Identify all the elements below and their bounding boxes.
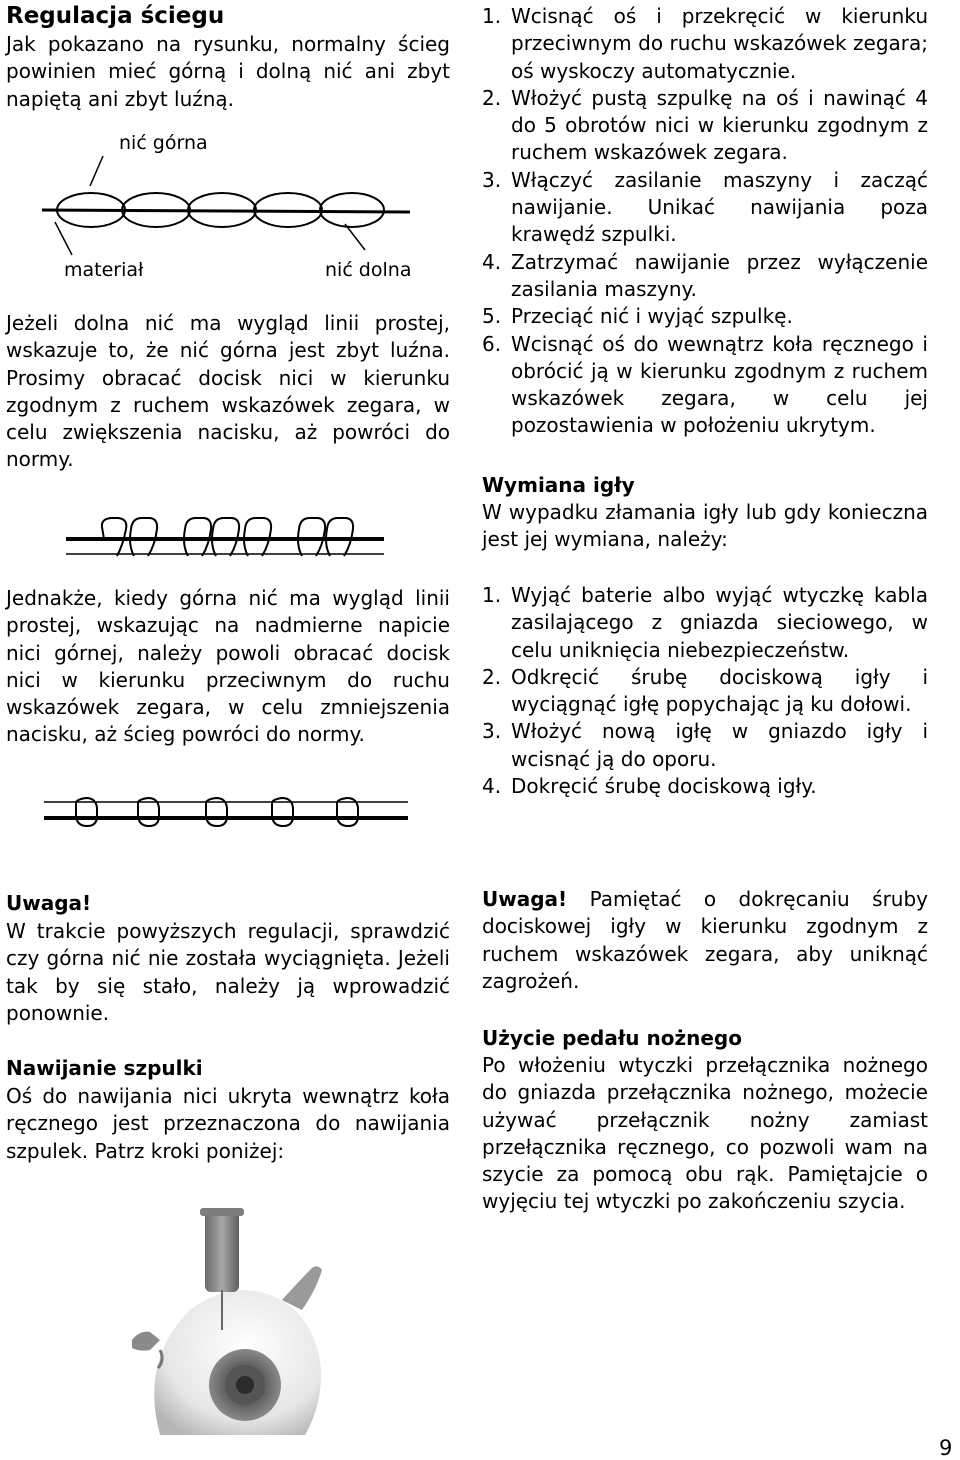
warning-title-right: Uwaga! (482, 887, 568, 911)
bobbin-winding-photo (0, 1200, 960, 1440)
warning-title-left: Uwaga! (6, 891, 92, 915)
needle-step: 2. Odkręcić śrubę dociskową igły i wyciągnąć igłę popychając ją ku dołowi. (482, 664, 928, 717)
warning-text-left: W trakcie powyższych regulacji, sprawdzić czy górna nić nie została wyciągnięta. Jeżeli tak by się stało, należy ją wprowadzić ponownie. (6, 919, 450, 1025)
lower-thread-label: nić dolna (325, 259, 412, 281)
tight-tension-paragraph: Jednakże, kiedy górna nić ma wygląd linii prostej, wskazując na nadmierne napicie nici górnej, należy powoli obracać docisk nici w kierunku przeciwnym do ruchu wskazówek zegara, w celu zmniejszenia nacisku, aż ścieg powróci do normy. (6, 586, 450, 747)
bobbin-step: 4. Zatrzymać nawijanie przez wyłączenie zasilania maszyny. (482, 249, 928, 301)
needle-heading: Wymiana igły (482, 473, 635, 497)
bobbin-step: 2. Włożyć pustą szpulkę na oś i nawinąć 4 do 5 obrotów nici w kierunku zgodnym z ruchem wskazówek zegara. (482, 85, 928, 165)
warning-paragraph-right (482, 886, 928, 995)
warning-text-right: Pamiętać o dokręcaniu śruby dociskowej igły w kierunku zgodnym z ruchem wskazówek zegara, aby uniknąć zagrożeń. (482, 887, 929, 993)
upper-thread-label: nić górna (119, 132, 208, 154)
bobbin-step: 3. Włączyć zasilanie maszyny i zacząć nawijanie. Unikać nawijania poza krawędź szpulki. (482, 167, 928, 247)
needle-step: 3. Włożyć nową igłę w gniazdo igły i wcisnąć ją do oporu. (482, 719, 928, 771)
bobbin-heading: Nawijanie szpulki (6, 1056, 203, 1080)
needle-steps-list (482, 582, 928, 800)
bobbin-step: 6. Wcisnąć oś do wewnątrz koła ręcznego i obrócić ją w kierunku zgodnym z ruchem wskazówek zegara, w celu jej pozostawienia w położeniu ukrytym. (482, 331, 928, 438)
needle-intro: W wypadku złamania igły lub gdy konieczna jest jej wymiana, należy: (482, 500, 928, 552)
bobbin-step: 5. Przeciąć nić i wyjąć szpulkę. (482, 304, 793, 329)
bobbin-step: 1. Wcisnąć oś i przekręcić w kierunku przeciwnym do ruchu wskazówek zegara; oś wyskoczy automatycznie. (482, 4, 928, 83)
page-number: 9 (939, 1436, 953, 1460)
heading-stitch-tension: Regulacja ściegu (6, 3, 225, 29)
needle-step: 1. Wyjąć baterie albo wyjąć wtyczkę kabla zasilającego z gniazda sieciowego, w celu uniknięcia niebezpieczeństw. (482, 583, 928, 662)
needle-step: 4. Dokręcić śrubę dociskową igły. (482, 774, 817, 799)
bobbin-intro: Oś do nawijania nici ukryta wewnątrz koła ręcznego jest przeznaczona do nawijania szpulek. Patrz kroki poniżej: (6, 1084, 450, 1163)
intro-paragraph: Jak pokazano na rysunku, normalny ścieg powinien mieć górną i dolną nić ani zbyt napiętą ani zbyt luźną. (6, 32, 450, 111)
pedal-paragraph: Po włożeniu wtyczki przełącznika nożnego do gniazda przełącznika nożnego, możecie używać przełącznik nożny zamiast przełącznika ręcznego, co pozwoli wam na szycie za pomocą obu rąk. Pamiętajcie o wyjęciu tej wtyczki po zakończeniu szycia. (482, 1053, 928, 1214)
loose-tension-paragraph: Jeżeli dolna nić ma wygląd linii prostej, wskazuje to, że nić górna jest zbyt luźna. Prosimy obracać docisk nici w kierunku zgodnym z ruchem wskazówek zegara, w celu zwiększenia nacisku, aż powróci do normy. (6, 311, 450, 472)
material-label: materiał (64, 259, 144, 281)
pedal-heading: Użycie pedału nożnego (482, 1026, 742, 1050)
bobbin-steps-list (482, 3, 928, 440)
